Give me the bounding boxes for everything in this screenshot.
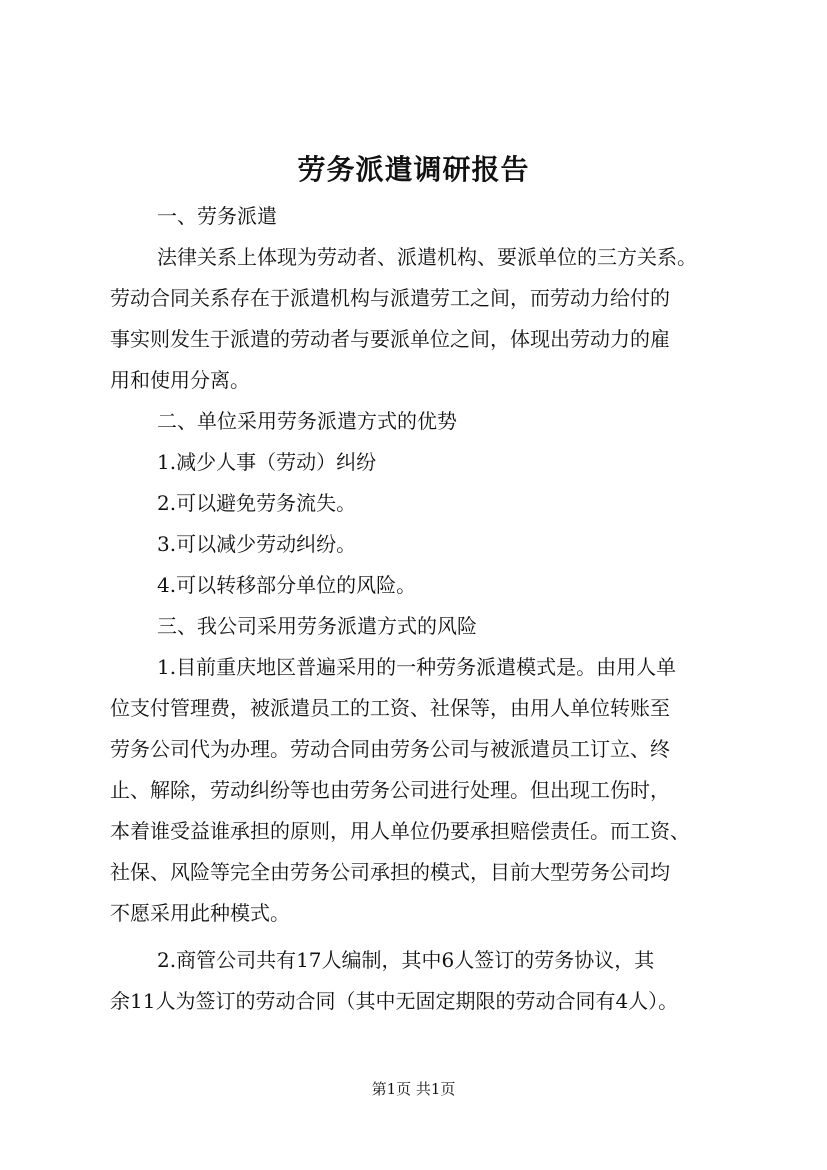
- paragraph-line: 不愿采用此种模式。: [110, 901, 290, 925]
- section-heading-1: 一、劳务派遣: [157, 204, 277, 228]
- paragraph-line: 止、解除，劳动纠纷等也由劳务公司进行处理。但出现工伤时，: [110, 778, 670, 802]
- list-item: 4.可以转移部分单位的风险。: [157, 573, 417, 597]
- section-heading-2: 二、单位采用劳务派遣方式的优势: [157, 409, 457, 433]
- list-item: 1.减少人事（劳动）纠纷: [157, 450, 377, 474]
- section-heading-3: 三、我公司采用劳务派遣方式的风险: [157, 614, 477, 638]
- paragraph-line: 2.商管公司共有17人编制，其中6人签订的劳务协议，其: [157, 948, 655, 972]
- paragraph-line: 事实则发生于派遣的劳动者与要派单位之间，体现出劳动力的雇: [110, 327, 670, 351]
- paragraph-line: 劳务公司代为办理。劳动合同由劳务公司与被派遣员工订立、终: [110, 737, 670, 761]
- paragraph-line: 位支付管理费，被派遣员工的工资、社保等，由用人单位转账至: [110, 696, 670, 720]
- page-footer: 第1页 共1页: [371, 1080, 456, 1098]
- list-item: 2.可以避免劳务流失。: [157, 491, 357, 515]
- list-item: 3.可以减少劳动纠纷。: [157, 532, 357, 556]
- paragraph-line: 用和使用分离。: [110, 368, 250, 392]
- paragraph-line: 社保、风险等完全由劳务公司承担的模式，目前大型劳务公司均: [110, 860, 670, 884]
- document-title: 劳务派遣调研报告: [297, 153, 530, 186]
- paragraph-line: 法律关系上体现为劳动者、派遣机构、要派单位的三方关系。: [157, 245, 697, 269]
- paragraph-line: 劳动合同关系存在于派遣机构与派遣劳工之间，而劳动力给付的: [110, 286, 670, 310]
- paragraph-line: 本着谁受益谁承担的原则，用人单位仍要承担赔偿责任。而工资、: [110, 819, 690, 843]
- paragraph-line: 1.目前重庆地区普遍采用的一种劳务派遣模式是。由用人单: [157, 655, 677, 679]
- paragraph-line: 余11人为签订的劳动合同（其中无固定期限的劳动合同有4人）。: [110, 989, 679, 1013]
